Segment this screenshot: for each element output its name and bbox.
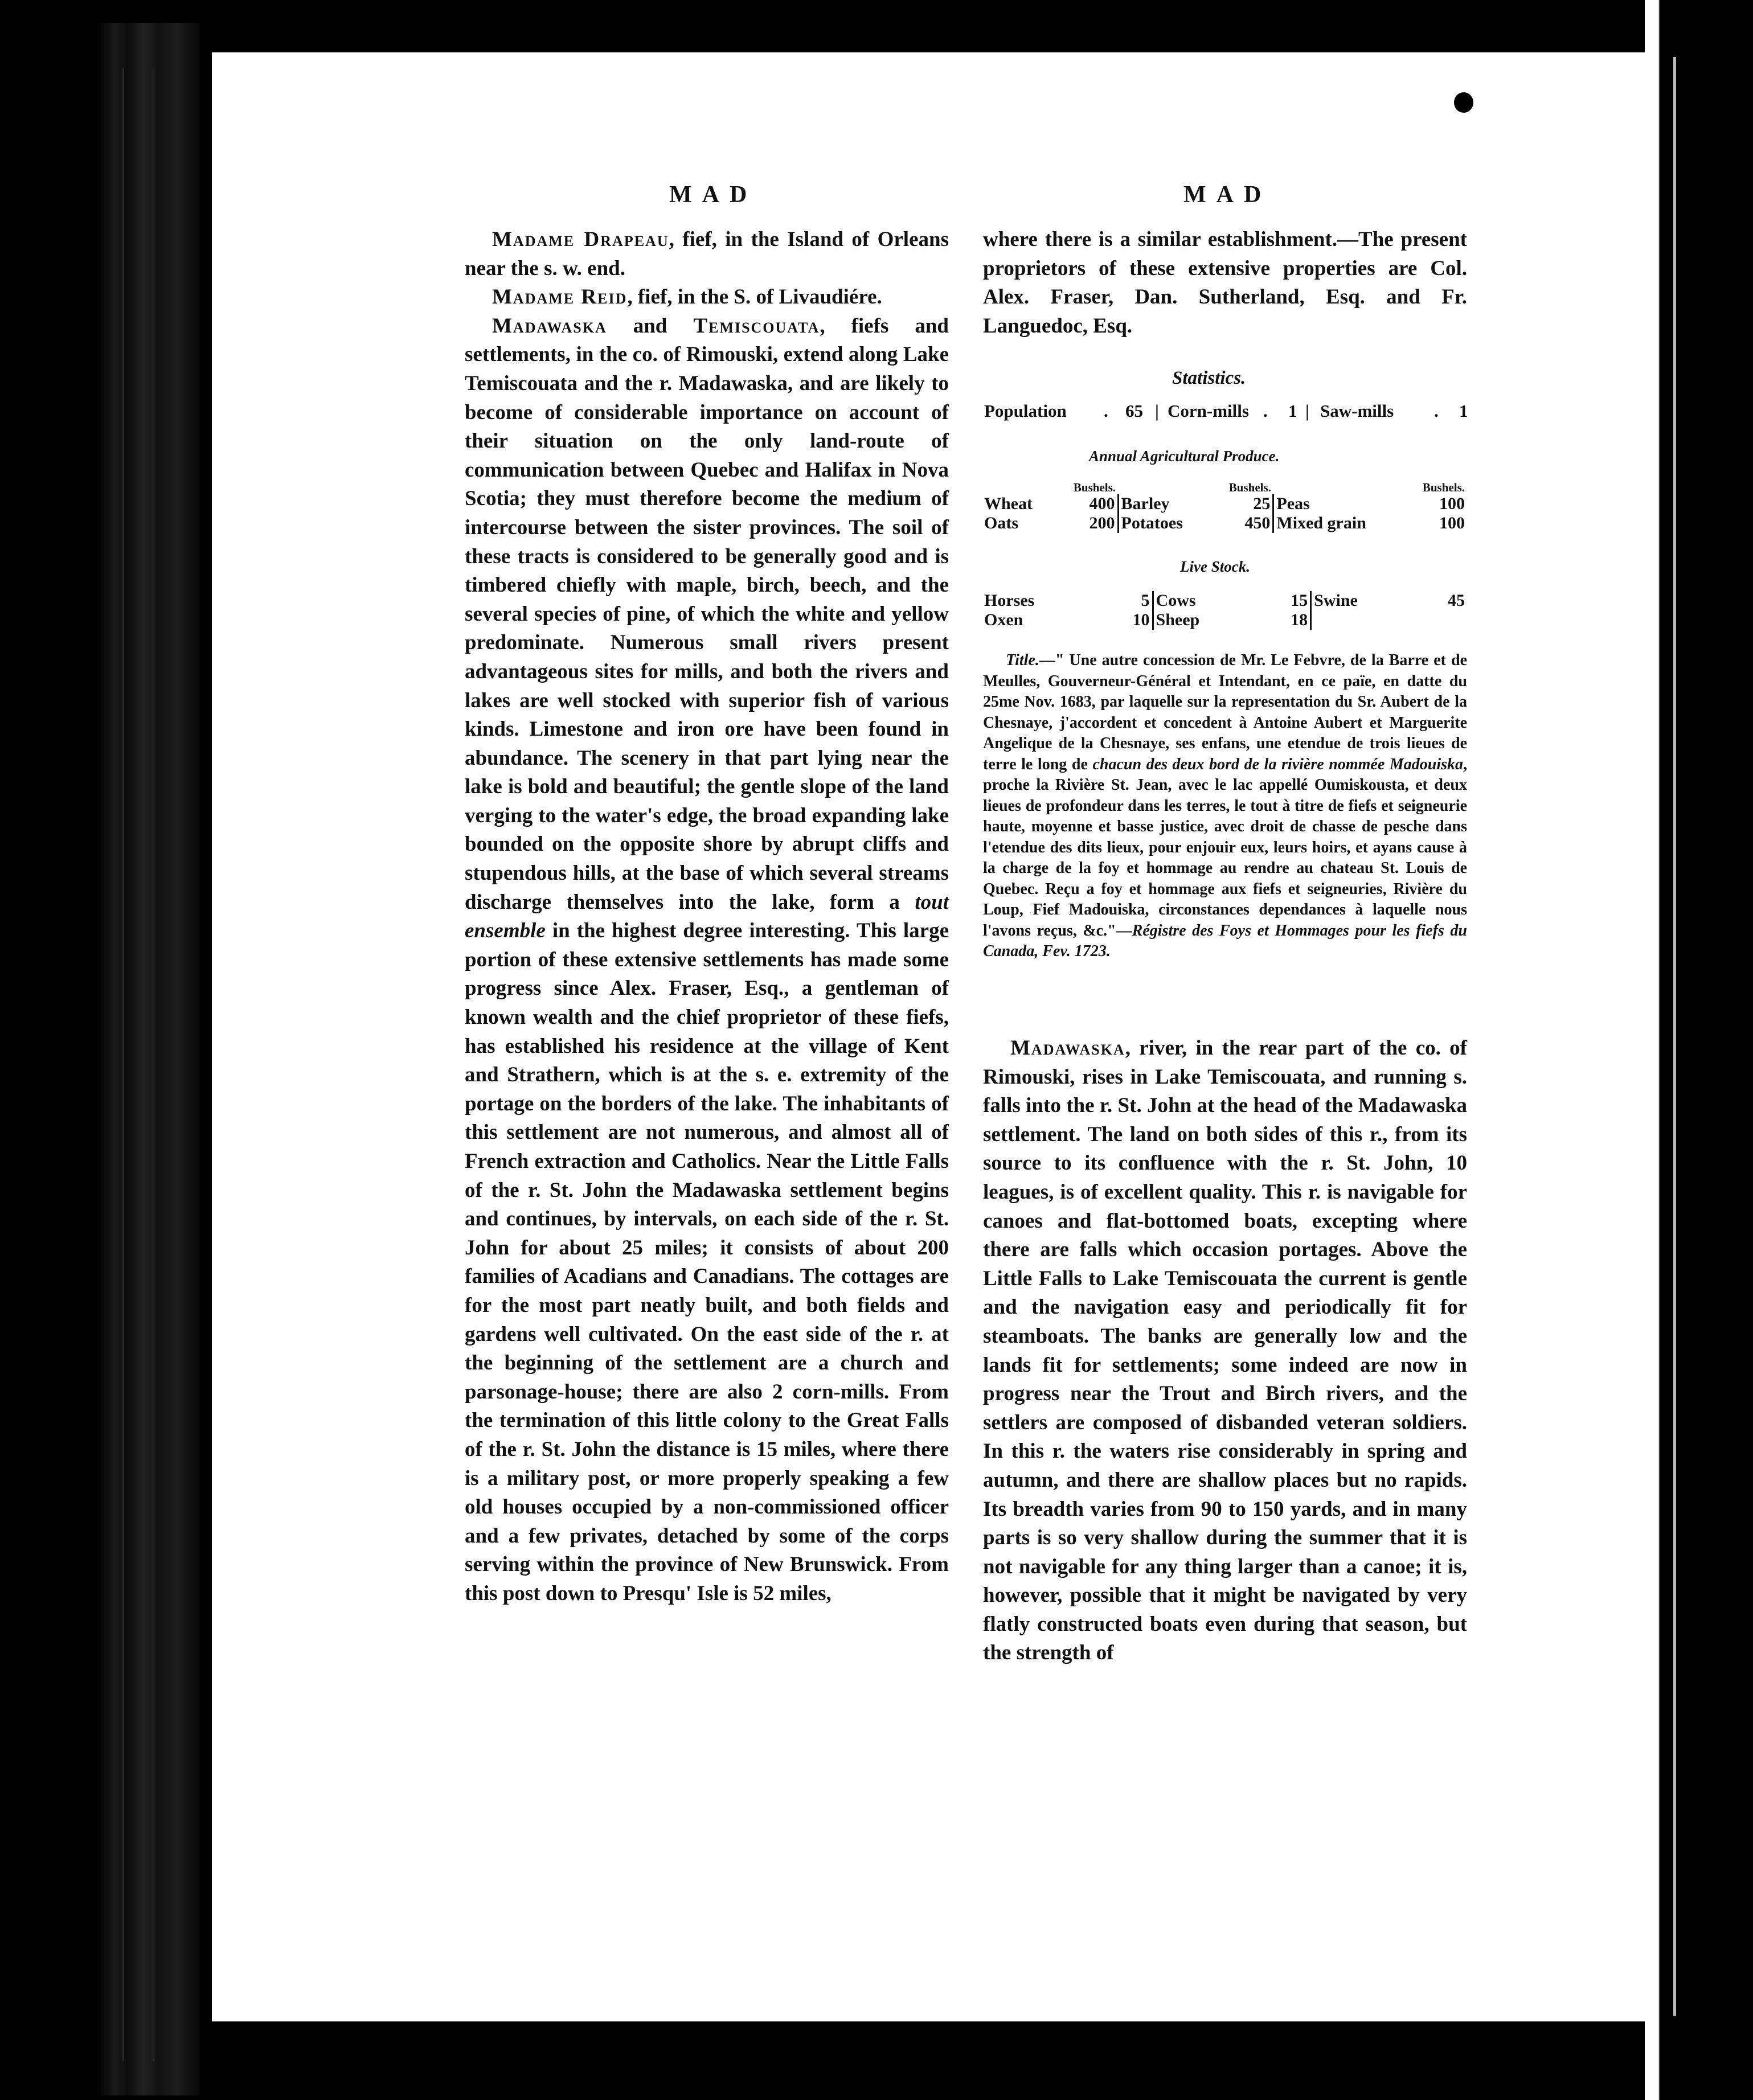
binding-edge-line (122, 68, 124, 2061)
book-binding (97, 23, 199, 2095)
animal-name (1311, 610, 1419, 630)
table-row (982, 591, 1467, 610)
animal-name: Oxen (984, 610, 1023, 629)
crop-value: 25 (1210, 494, 1273, 514)
table-row (982, 514, 1467, 533)
title-note-body: —" Une autre concession de Mr. Le Febvre, de la Barre et de Meulles, Gouverneur-Général et Intendant, en ce païe, en datte du 25me Nov. 1683, par laquelle sur la representation du Sr. Aubert de la Chesnaye, j'accordent et concedent à Antoine Aubert et Marguerite Angelique de la Chesnaye, ses enfans, une etendue de trois lieues de terre le long de (983, 651, 1467, 773)
crop-name: Mixed grain (1276, 514, 1366, 532)
population-label: Population (984, 401, 1067, 421)
entry-body-cont: in the highest degree interesting. This large portion of these extensive settlements has made some progress since Alex. Fraser, Esq., a gentleman of known wealth and the chief proprietor of these fiefs, has established his residence at the village of Kent and Strathern, which is at the s. e. extremity of the portage on the borders of the lake. The inhabitants of this settlement are not numerous, and almost all of French extraction and Catholics. Near the Little Falls of the r. St. John the Madawaska settlement begins and continues, by intervals, on each side of the r. St. John for about 25 miles; it consists of about 200 families of Acadians and Canadians. The cottages are for the most part neatly built, and both fields and gardens well cultivated. On the east side of the r. at the beginning of the settlement are a church and parsonage-house; there are also 2 corn-mills. From the termination of this little colony to the Great Falls of the r. St. John the distance is 15 miles, where there is a military post, or more properly speaking a few old houses occupied by a non-commissioned officer and a few privates, detached by some of the corps serving within the province of New Brunswick. From this post down to Presqu' Isle is 52 miles, (465, 919, 949, 1605)
left-column (465, 225, 949, 1609)
entry-headword: Madame Drapeau (492, 228, 669, 251)
animal-name: Swine (1314, 591, 1358, 610)
crop-value: 200 (1054, 514, 1118, 533)
running-head-left: MAD (669, 182, 757, 208)
separator: | (1155, 401, 1159, 421)
animal-count: 45 (1448, 591, 1465, 610)
crop-value: 450 (1210, 514, 1273, 533)
binding-edge-line (153, 68, 154, 2061)
cornmills-value: 1 (1288, 401, 1297, 421)
entry-continuation: where there is a similar establishment.—The present proprietors of these extensive properties are Col. Alex. Fraser, Dan. Sutherland, Esq. and Fr. Languedoc, Esq. (983, 228, 1467, 338)
crop-value: 400 (1054, 494, 1118, 514)
animal-count: 10 (1103, 610, 1153, 630)
unit-header: Bushels. (1073, 481, 1116, 494)
table-header-row (982, 481, 1467, 494)
title-note-body-cont: , proche la Rivière St. Jean, avec le lac appellé Oumiskousta, et deux lieues de profondeur dans les terres, le tout à titre de fiefs et seigneurie haute, moyenne et basse justice, avec droit de chasse de pesche dans l'etendue des dits lieux, pour enjouir eux, leurs hoirs, et ayans cause à la charge de la foy et hommage au rendre au chateau St. Louis de Quebec. Reçu a foy et hommage aux fiefs et seigneuries, Rivière du Loup, Fief Madouiska, circonstances dependances à laquelle nous l'avons reçus, &c."— (983, 755, 1467, 940)
title-note-label: Title. (1006, 651, 1039, 669)
crop-value: 100 (1439, 514, 1465, 532)
entry-italic-phrase: tout ensemble (465, 890, 949, 943)
sawmills-value: 1 (1459, 401, 1468, 421)
crop-name: Peas (1276, 494, 1310, 513)
crop-name: Wheat (984, 494, 1033, 513)
produce-table (982, 481, 1467, 533)
entry-body: , fief, in the S. of Livaudiére. (627, 285, 882, 309)
animal-name: Cows (1156, 591, 1196, 610)
ink-dot (1454, 92, 1473, 113)
leader-dot: . (1434, 401, 1439, 421)
unit-header: Bushels. (1228, 481, 1271, 494)
entry-madawaska-temiscouata (465, 312, 949, 1609)
produce-title: Annual Agricultural Produce. (1089, 448, 1280, 465)
entry-body: , fiefs and settlements, in the co. of Rimouski, extend along Lake Temiscouata and the r. Madawaska, and are likely to become of considerable importance on account of their situation on the only land-route of communication between Quebec and Halifax in Nova Scotia; they must therefore become the medium of intercourse between the sister provinces. The soil of these tracts is considered to be generally good and is timbered chiefly with maple, birch, beech, and the several species of pine, of which the white and yellow predominate. Numerous small rivers present advantageous sites for mills, and both the rivers and lakes are well stocked with superior fish of various kinds. Limestone and iron ore have been found in abundance. The scenery in that part lying near the lake is bold and beautiful; the gentle slope of the land verging to the water's edge, the broad expanding lake bounded on the opposite shore by abrupt cliffs and stupendous hills, at the base of which several streams discharge themselves into the lake, form a (465, 314, 949, 914)
title-note-text (983, 650, 1467, 962)
livestock-title: Live Stock. (1180, 558, 1250, 575)
animal-count: 15 (1261, 591, 1310, 610)
table-row (982, 610, 1467, 630)
entry-madame-drapeau (465, 225, 949, 283)
leader-dot: . (1263, 401, 1268, 421)
entry-headword-2: Temiscouata (693, 314, 820, 338)
title-note (983, 650, 1467, 962)
animal-count (1419, 610, 1467, 630)
animal-name: Sheep (1156, 610, 1200, 629)
crop-name: Potatoes (1121, 514, 1183, 532)
title-note-citation: Régistre des Foys et Hommages pour les fiefs du Canada, Fev. 1723. (983, 921, 1467, 960)
unit-header: Bushels. (1422, 481, 1465, 494)
entry-madawaska-river (983, 1034, 1467, 1668)
cornmills-label: Corn-mills (1168, 401, 1249, 421)
animal-name: Horses (984, 591, 1035, 610)
running-head-right: MAD (1183, 182, 1272, 208)
entry-body: , fief, in the Island of Orleans near the s. w. end. (465, 228, 949, 280)
title-note-italic: chacun des deux bord de la rivière nommée Madouiska (1092, 755, 1463, 773)
table-row (982, 494, 1467, 514)
page-right-edge (1645, 0, 1713, 2100)
animal-count: 18 (1261, 610, 1310, 630)
livestock-table (982, 591, 1467, 630)
population-value: 65 (1125, 401, 1143, 421)
page-margin-rule (1673, 57, 1676, 2016)
entry-headword: Madawaska (1010, 1036, 1125, 1060)
entry-headword: Madame Reid (492, 285, 628, 309)
crop-name: Oats (984, 514, 1018, 532)
sawmills-label: Saw-mills (1320, 401, 1394, 421)
crop-value: 100 (1439, 494, 1465, 513)
entry-madame-reid (465, 283, 949, 312)
separator: | (1305, 401, 1309, 421)
right-column-river-entry (983, 1034, 1467, 1668)
entry-conjunction: and (607, 314, 694, 338)
animal-count: 5 (1103, 591, 1153, 610)
crop-name: Barley (1121, 494, 1170, 513)
entry-headword: Madawaska (492, 314, 607, 338)
right-column-intro (983, 225, 1467, 341)
entry-body: , river, in the rear part of the co. of Rimouski, rises in Lake Temiscouata, and running s. falls into the r. St. John at the head of the Madawaska settlement. The land on both sides of this r., from its source to its confluence with the r. St. John, 10 leagues, is of excellent quality. This r. is navigable for canoes and flat-bottomed boats, excepting where there are falls which occasion portages. Above the Little Falls to Lake Temiscouata the current is gentle and the navigation easy and periodically fit for steamboats. The banks are generally low and the lands fit for settlements; some indeed are now in progress near the Trout and Birch rivers, and the settlers are composed of disbanded veteran soldiers. In this r. the waters rise considerably in spring and autumn, and there are shallow places but no rapids. Its breadth varies from 90 to 150 yards, and in many parts is so very shallow during the summer that it is not navigable for any thing larger than a canoe; it is, however, possible that it might be navigated by very flatly constructed boats even during that season, but the strength of (983, 1036, 1467, 1665)
leader-dot: . (1104, 401, 1108, 421)
statistics-title: Statistics. (1172, 368, 1246, 388)
